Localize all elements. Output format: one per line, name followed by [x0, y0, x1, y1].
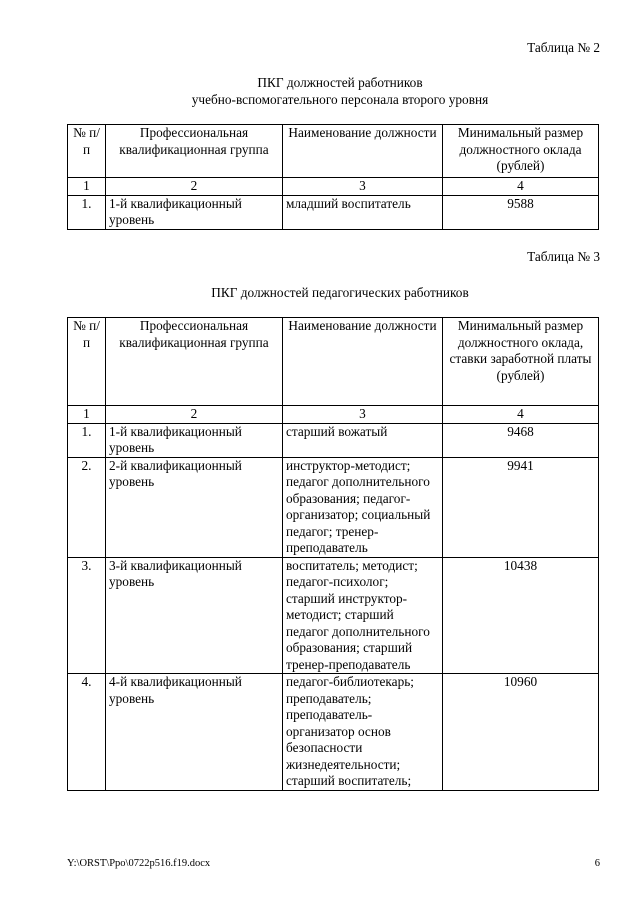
table2-header-position: Наименование должности [283, 125, 443, 178]
row-group: 3-й квалификационный уровень [106, 557, 283, 674]
row-group: 1-й квалификационный уровень [106, 195, 283, 229]
table-row [68, 423, 599, 457]
table2-header-group: Профессиональная квалификационная группа [106, 125, 283, 178]
row-num: 1. [68, 423, 106, 457]
table3-colnum: 1 [68, 406, 106, 424]
table-row [68, 457, 599, 557]
table3-header-group: Профессиональная квалификационная группа [106, 318, 283, 406]
table2-title-line1: ПКГ должностей работников [257, 75, 423, 90]
footer-page-number: 6 [594, 858, 600, 869]
table2-colnum: 1 [68, 178, 106, 196]
table3-label: Таблица № 3 [527, 249, 600, 264]
row-salary: 9468 [443, 423, 599, 457]
table2-title-line2: учебно-вспомогательного персонала второго уровня [191, 92, 489, 107]
table3-colnum-row [68, 406, 599, 424]
row-num: 4. [68, 674, 106, 791]
row-group: 4-й квалификационный уровень [106, 674, 283, 791]
table2-label: Таблица № 2 [527, 40, 600, 55]
table3-header-row [68, 318, 599, 406]
table2-header-row [68, 125, 599, 178]
table-row [68, 674, 599, 791]
row-salary: 10438 [443, 557, 599, 674]
table-row [68, 557, 599, 674]
row-group: 2-й квалификационный уровень [106, 457, 283, 557]
table3 [67, 317, 599, 791]
table3-header-position: Наименование должности [283, 318, 443, 406]
row-salary: 10960 [443, 674, 599, 791]
table2-colnum: 4 [443, 178, 599, 196]
table2-header-num: № п/п [68, 125, 106, 178]
row-position: инструктор-методист; педагог дополнительного образования; педагог-организатор; социальный педагог; тренер-преподаватель [283, 457, 443, 557]
table2 [67, 124, 599, 230]
row-position: старший вожатый [283, 423, 443, 457]
row-position: воспитатель; методист; педагог-психолог; старший инструктор-методист; старший педагог дополнительного образования; старший тренер-преподаватель [283, 557, 443, 674]
row-position: младший воспитатель [283, 195, 443, 229]
table3-title: ПКГ должностей педагогических работников [211, 285, 469, 300]
table3-colnum: 3 [283, 406, 443, 424]
table2-colnum: 2 [106, 178, 283, 196]
table3-header-num: № п/п [68, 318, 106, 406]
row-num: 2. [68, 457, 106, 557]
row-salary: 9588 [443, 195, 599, 229]
row-salary: 9941 [443, 457, 599, 557]
row-num: 3. [68, 557, 106, 674]
table2-colnum: 3 [283, 178, 443, 196]
row-num: 1. [68, 195, 106, 229]
footer-file-path: Y:\ORST\Ppo\0722p516.f19.docx [67, 858, 211, 869]
table-row [68, 195, 599, 229]
table3-header-salary: Минимальный размер должностного оклада, ставки заработной платы (рублей) [443, 318, 599, 406]
table2-header-salary: Минимальный размер должностного оклада (рублей) [443, 125, 599, 178]
row-position: педагог-библиотекарь; преподаватель; преподаватель-организатор основ безопасности жизнедеятельности; старший воспитатель; [283, 674, 443, 791]
table2-colnum-row [68, 178, 599, 196]
table3-colnum: 2 [106, 406, 283, 424]
row-group: 1-й квалификационный уровень [106, 423, 283, 457]
table3-colnum: 4 [443, 406, 599, 424]
